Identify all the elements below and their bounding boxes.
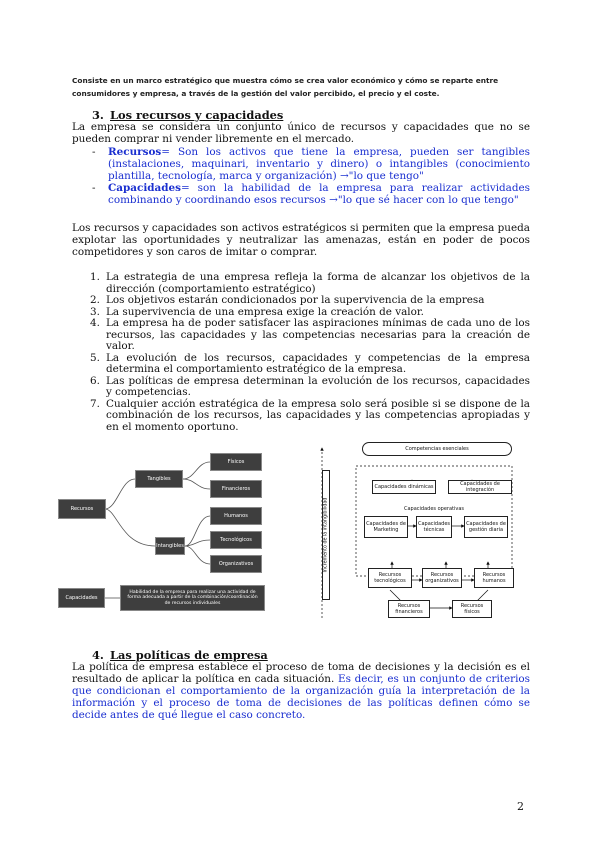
- numbered-list: [90, 272, 530, 433]
- box-rec-organizativos: Recursos organizativos: [422, 568, 462, 588]
- box-cap-dinamicas: Capacidades dinámicas: [372, 480, 436, 494]
- box-capacidades-definicion: Habilidad de la empresa para realizar una actividad de forma adecuada a partir de la combinación/coordinación de recursos individuales: [120, 585, 265, 611]
- list-item: 7. Cualquier acción estratégica de la empresa solo será posible si se dispone de la combinación de los recursos, las capacidades y las competencias apropiadas y en el momento oportuno.: [90, 397, 530, 433]
- bullet-capacidades-text: = son la habilidad de la empresa para realizar actividades combinando y coordinando esos recursos →"lo que sé hacer con lo que tengo": [108, 182, 530, 206]
- box-rec-humanos: Recursos humanos: [474, 568, 514, 588]
- box-rec-fisicos: Recursos físicos: [452, 600, 492, 618]
- list-item-text: La estrategia de una empresa refleja la forma de alcanzar los objetivos de la dirección (comportamiento estratégico): [106, 271, 530, 295]
- box-organizativos: Organizativos: [210, 555, 262, 573]
- list-item-text: Las políticas de empresa determinan la evolución de los recursos, capacidades y competencias.: [106, 374, 530, 398]
- box-competencias-esenciales: Competencias esenciales: [362, 442, 512, 456]
- connector-intangibles-tecnologicos: [185, 540, 210, 546]
- bullet-capacidades-term: Capacidades: [108, 182, 181, 194]
- list-item: 4. La empresa ha de poder satisfacer las aspiraciones mínimas de cada uno de los recursos, las capacidades y las competencias necesarias para la creación de valor.: [90, 317, 530, 352]
- list-item: 3. La supervivencia de una empresa exige la creación de valor.: [90, 305, 424, 318]
- bullet-recursos: - Recursos= Son los activos que tiene la empresa, pueden ser tangibles (instalaciones, maquinari, inventario y dinero) o intangibles (conocimiento plantilla, tecnología, marca y organización) →"lo que tengo": [92, 146, 530, 182]
- section-4-number: 4.: [92, 648, 104, 662]
- box-tecnologicos: Tecnológicos: [210, 531, 262, 549]
- connector-intangibles-humanos: [185, 516, 210, 546]
- box-cap-marketing: Capacidades de Marketing: [364, 516, 408, 538]
- capabilities-hierarchy-diagram: [312, 440, 534, 620]
- label-cap-operativas: Capacidades operativas: [398, 504, 470, 514]
- bullet-capacidades: - Capacidades= son la habilidad de la empresa para realizar actividades combinando y coordinando esos recursos →"lo que sé hacer con lo que tengo": [92, 182, 530, 206]
- box-tangibles: Tangibles: [135, 470, 183, 488]
- bullet-recursos-text: = Son los activos que tiene la empresa, pueden ser tangibles (instalaciones, maquinari, inventario y dinero) o intangibles (conocimiento plantilla, tecnología, marca y organización) →"lo que tengo": [108, 146, 530, 182]
- intangibility-axis-label: Incremento de la intangibilidad: [323, 497, 329, 573]
- intro-paragraph: Consiste en un marco estratégico que muestra cómo se crea valor económico y cómo se reparte entre consumidores y empresa, a través de la gestión del valor percibido, el precio y el coste.: [72, 76, 499, 98]
- box-financieros: Financieros: [210, 480, 262, 498]
- list-item-text: La supervivencia de una empresa exige la creación de valor.: [106, 305, 424, 318]
- box-cap-gestion: Capacidades de gestión diaria: [464, 516, 508, 538]
- list-item-text: La empresa ha de poder satisfacer las aspiraciones mínimas de cada uno de los recursos, las capacidades y las competencias necesarias para la creación de valor.: [106, 317, 530, 352]
- connector-tangibles-financieros: [183, 479, 210, 489]
- box-rec-tecnologicos: Recursos tecnológicos: [368, 568, 412, 588]
- section-4-text-blue: Es decir, es un conjunto de criterios que condicionan el comportamiento de la organización guía la interpretación de la información y el proceso de toma de decisiones de las políticas definen cómo se decide antes de qué llegue el caso concreto.: [72, 673, 530, 721]
- connector-recursos-intangibles: [105, 509, 155, 546]
- connector-intangibles-organizativos: [185, 546, 210, 564]
- list-item: 5. La evolución de los recursos, capacidades y competencias de la empresa determina el comportamiento estratégico de la empresa.: [90, 351, 530, 375]
- section-3-number: 3.: [92, 108, 104, 122]
- section-4-paragraph: [72, 661, 530, 721]
- section-3-paragraph: La empresa se considera un conjunto único de recursos y capacidades que no se pueden comprar ni vender libremente en el mercado.: [72, 121, 530, 145]
- section-4-title: Las políticas de empresa: [110, 648, 268, 662]
- box-capacidades: Capacidades: [58, 588, 105, 608]
- section-3-paragraph-2: Los recursos y capacidades son activos estratégicos si permiten que la empresa pueda explotar las oportunidades y neutralizar las amenazas, están en poder de pocos competidores y son caros de imitar o comprar.: [72, 222, 530, 258]
- list-item-text: La evolución de los recursos, capacidades y competencias de la empresa determina el comportamiento estratégico de la empresa.: [106, 351, 530, 375]
- list-item-text: Cualquier acción estratégica de la empresa solo será posible si se dispone de la combinación de los recursos, las capacidades y las competencias apropiadas y en el momento oportuno.: [106, 397, 530, 433]
- list-item: 1. La estrategia de una empresa refleja la forma de alcanzar los objetivos de la dirección (comportamiento estratégico): [90, 271, 530, 295]
- resources-diagram: [55, 446, 270, 616]
- box-humanos: Humanos: [210, 507, 262, 525]
- bullet-recursos-term: Recursos: [108, 146, 162, 158]
- section-3-title: Los recursos y capacidades: [110, 108, 284, 122]
- list-item: 2. Los objetivos estarán condicionados por la supervivencia de la empresa: [90, 294, 485, 306]
- list-item-text: Los objetivos estarán condicionados por la supervivencia de la empresa: [106, 294, 485, 306]
- page-number: 2: [517, 800, 524, 813]
- section-3-heading: [92, 108, 283, 122]
- connector-tangibles-fisicos: [183, 462, 210, 479]
- box-intangibles: Intangibles: [155, 537, 185, 555]
- resources-bullets: [92, 146, 530, 206]
- box-fisicos: Físicos: [210, 453, 262, 471]
- box-cap-tecnicas: Capacidades técnicas: [416, 516, 452, 538]
- intangibility-axis: [322, 470, 330, 600]
- list-item: 6. Las políticas de empresa determinan la evolución de los recursos, capacidades y competencias.: [90, 374, 530, 398]
- box-cap-integracion: Capacidades de integración: [448, 480, 512, 494]
- connector-recursos-tangibles: [105, 479, 135, 509]
- box-recursos: Recursos: [58, 499, 106, 519]
- section-4-text: La política de empresa establece el proceso de toma de decisiones y la decisión es el resultado de aplicar la política en cada situación.: [72, 661, 530, 685]
- box-rec-financieros: Recursos financieros: [388, 600, 430, 618]
- section-4-heading: [92, 648, 268, 662]
